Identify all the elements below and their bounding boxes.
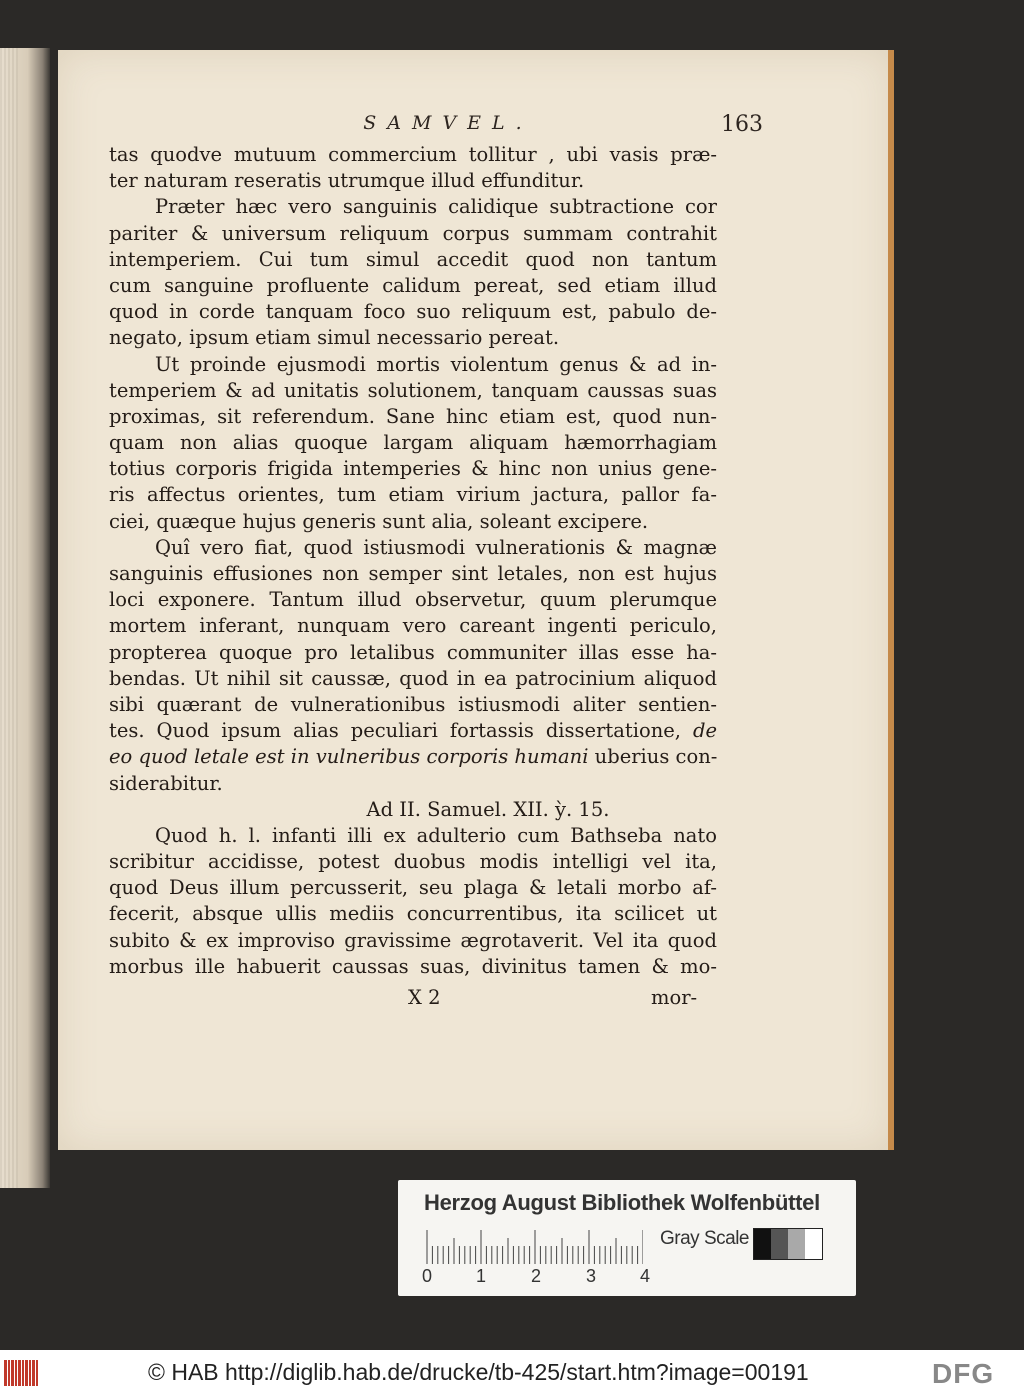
logo-bar (36, 1360, 38, 1386)
text-line: cum sanguine profluente calidum pereat, sed etiam illud (109, 273, 717, 297)
text-line: sibi quærant de vulnerationibus istiusmodi aliter sentien- (109, 692, 717, 716)
ruler-number: 3 (586, 1266, 597, 1286)
text-line: Ad II. Samuel. XII. ỳ. 15. (366, 797, 610, 821)
text-line: quod in corde tanquam foco suo reliquum est, pabulo de- (109, 300, 717, 324)
catchword: mor- (651, 986, 698, 1009)
text-line: scribitur accidisse, potest duobus modis intelligi vel ita, (109, 850, 717, 874)
dfg-logo: DFG (932, 1358, 995, 1389)
logo-bar (22, 1360, 24, 1386)
gray-swatch (771, 1229, 788, 1259)
text-line: morbus ille habuerit caussas suas, divinitus tamen & mo- (109, 954, 717, 978)
italic-phrase: eo quod letale est in vulneribus corporis humani (109, 745, 589, 769)
hab-barcode-icon (4, 1358, 42, 1388)
page-edge-border (888, 50, 894, 1150)
logo-bar (32, 1360, 35, 1386)
ruler-number: 4 (640, 1266, 651, 1286)
logo-bar (29, 1360, 31, 1386)
text-line: Præter hæc vero sanguinis calidique subtractione cor (155, 195, 717, 219)
text-line: Quî vero fiat, quod istiusmodi vulnerationis & magnæ (155, 535, 717, 559)
text-line: propterea quoque pro letalibus communiter illas esse ha- (109, 640, 717, 664)
gray-swatch (754, 1229, 771, 1259)
page-number: 163 (721, 112, 763, 137)
logo-bar (11, 1360, 14, 1386)
text-line: ter naturam reseratis utrumque illud effunditur. (109, 169, 585, 193)
text-block (109, 142, 717, 980)
ruler-number: 2 (531, 1266, 542, 1286)
logo-bar (8, 1360, 10, 1386)
text-line: siderabitur. (109, 771, 223, 795)
running-head: SAMVEL. (363, 112, 533, 134)
text-line: ris affectus orientes, tum etiam virium jactura, pallor fa- (109, 483, 717, 507)
text-line: negato, ipsum etiam simul necessario pereat. (109, 326, 560, 350)
copyright-link[interactable]: © HAB http://diglib.hab.de/drucke/tb-425/start.htm?image=00191 (148, 1359, 809, 1385)
text-line: quod Deus illum percusserit, seu plaga & letali morbo af- (109, 876, 717, 900)
text-line: proximas, sit referendum. Sane hinc etiam est, quod nun- (109, 404, 717, 428)
text-line: intemperiem. Cui tum simul accedit quod non tantum (109, 247, 717, 271)
text-line: bendas. Ut nihil sit caussæ, quod in ea patrocinium aliquod (109, 666, 717, 690)
gray-scale-swatches (753, 1228, 823, 1260)
logo-bar (18, 1360, 21, 1386)
logo-bar (15, 1360, 17, 1386)
text-line: Quod h. l. infanti illi ex adulterio cum Bathseba nato (155, 823, 717, 847)
ruler-number: 1 (476, 1266, 487, 1286)
text-line: loci exponere. Tantum illud observetur, quum plerumque (109, 588, 717, 612)
italic-phrase: de (692, 719, 717, 743)
text-line: mortem inferant, nunquam vero careant ingenti periculo, (109, 614, 717, 638)
gray-swatch (788, 1229, 805, 1259)
text-line: quam non alias quoque largam aliquam hæmorrhagiam (109, 431, 717, 455)
library-color-card (398, 1180, 856, 1296)
signature-mark: X 2 (408, 986, 441, 1009)
gray-scale-label: Gray Scale (660, 1228, 749, 1249)
text-line: Ut proinde ejusmodi mortis violentum genus & ad in- (155, 352, 717, 376)
logo-bar (25, 1360, 28, 1386)
text-line: subito & ex improviso gravissime ægrotaverit. Vel ita quod (109, 928, 717, 952)
text-line: temperiem & ad unitatis solutionem, tanquam caussas suas (109, 378, 717, 402)
logo-bar (4, 1360, 7, 1386)
ruler-scale (425, 1230, 643, 1264)
text-line: eo quod letale est in vulneribus corporis humani uberius con- (109, 745, 718, 769)
text-line: tas quodve mutuum commercium tollitur , ubi vasis præ- (109, 143, 717, 166)
text-line: sanguinis effusiones non semper sint letales, non est hujus (109, 562, 717, 585)
footer-bar (0, 1350, 1024, 1396)
gray-swatch (805, 1229, 822, 1259)
text-line: tes. Quod ipsum alias peculiari fortassis dissertatione, de (109, 719, 717, 743)
ruler-number: 0 (422, 1266, 433, 1286)
library-title: Herzog August Bibliothek Wolfenbüttel (424, 1190, 820, 1215)
book-page (58, 50, 891, 1150)
text-line: pariter & universum reliquum corpus summam contrahit (109, 221, 717, 245)
text-line: totius corporis frigida intemperies & hinc non unius gene- (109, 457, 717, 481)
text-line: ciei, quæque hujus generis sunt alia, soleant excipere. (109, 509, 649, 533)
text-line: fecerit, absque ullis mediis concurrentibus, ita scilicet ut (109, 902, 717, 926)
left-page-edge (0, 48, 50, 1188)
